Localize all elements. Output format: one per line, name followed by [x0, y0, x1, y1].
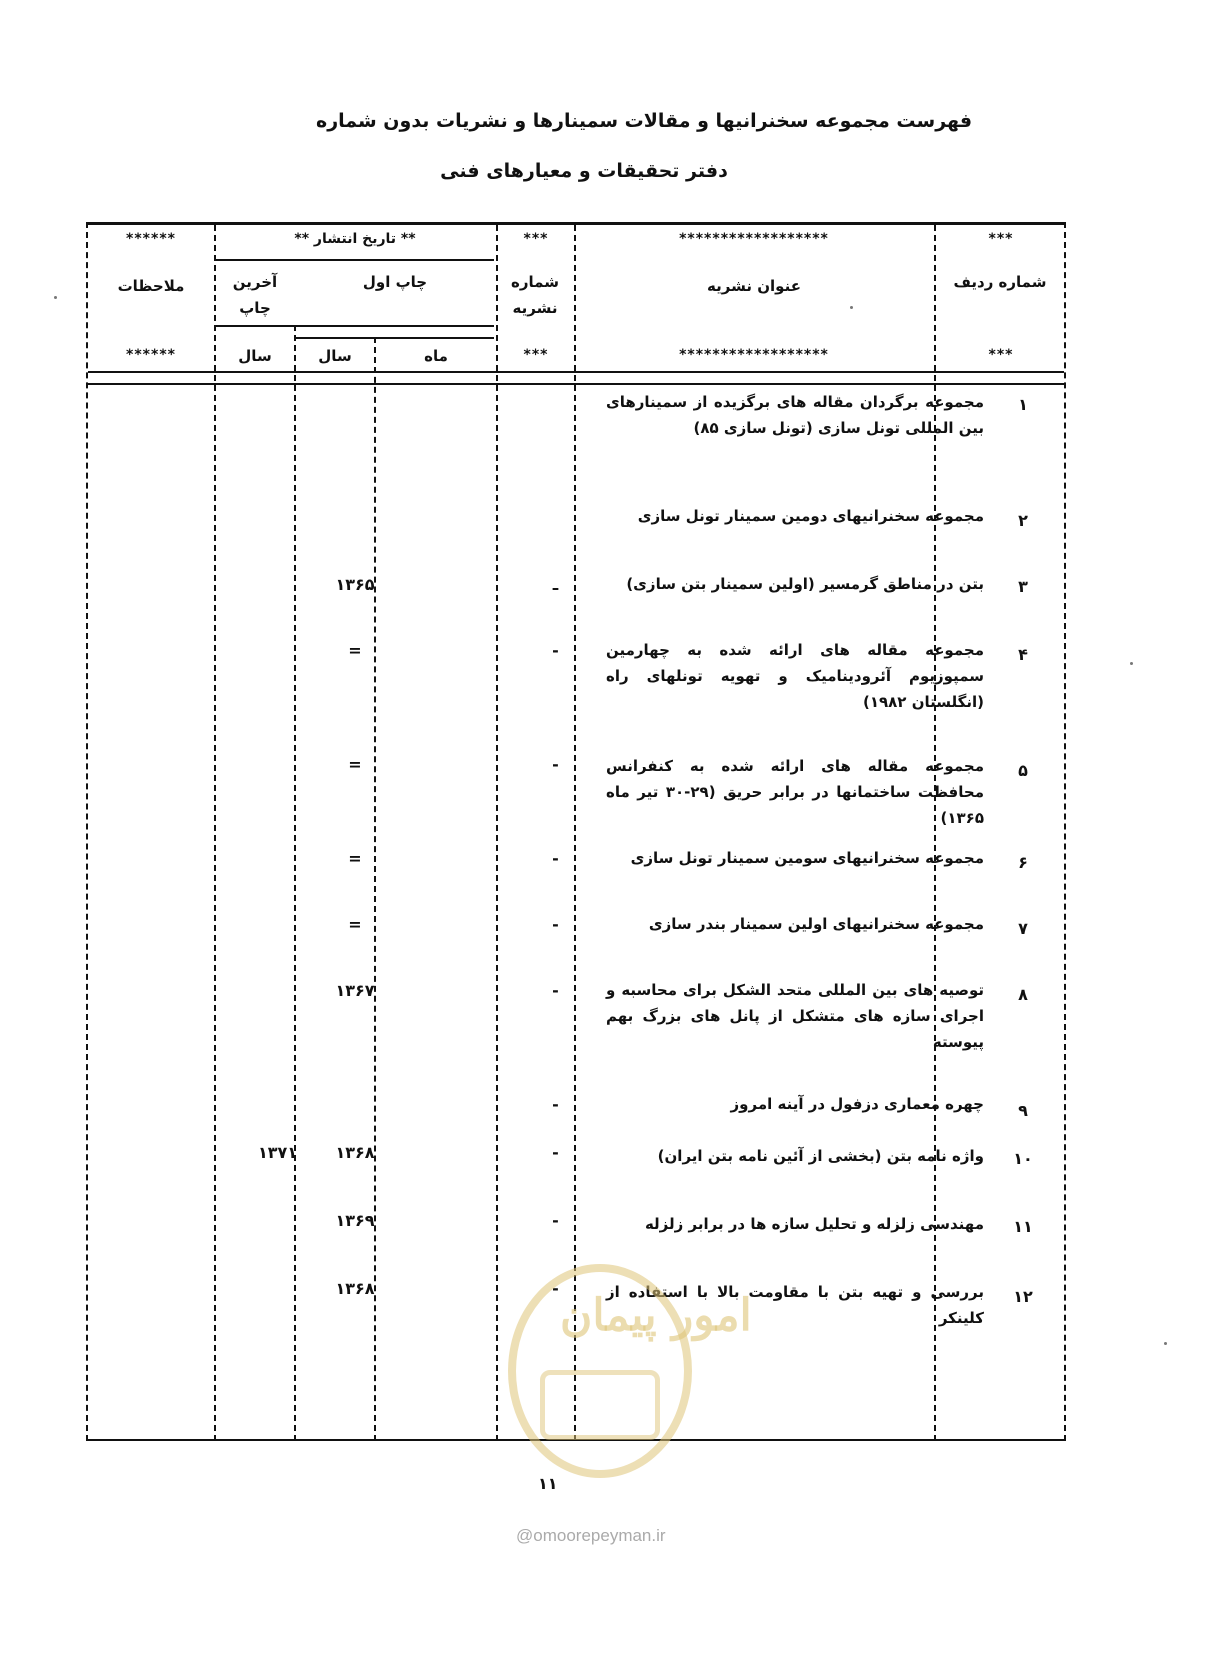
- title-stars-2: ******************: [679, 347, 829, 363]
- row-stars: ***: [988, 231, 1014, 247]
- row-year-first: ۱۳۶۸: [335, 1279, 375, 1298]
- row-year-first: =: [348, 641, 362, 660]
- page-number: ۱۱: [538, 1474, 558, 1493]
- row-title: مجموعه سخنرانیهای اولین سمینار بندر سازی: [648, 915, 984, 933]
- header-title: عنوان نشریه: [707, 277, 801, 295]
- speck: [850, 306, 853, 309]
- header-month: ماه: [424, 347, 448, 365]
- row-pub-no: -: [552, 1279, 559, 1298]
- seal-inner: [540, 1370, 660, 1440]
- col-divider: [574, 225, 576, 1441]
- row-title: مجموعه مقاله های ارائه شده به کنفرانس محافظت ساختمانها در برابر حریق (۲۹-۳۰ تیر ماه ۱۳۶۵): [606, 757, 984, 827]
- header-notes: ملاحظات: [117, 277, 185, 295]
- col-divider: [374, 337, 376, 1441]
- notes-stars: ******: [126, 231, 176, 247]
- header-row-no: شماره ردیف: [953, 273, 1047, 291]
- row-title: چهره معماری دزفول در آینه امروز: [730, 1095, 984, 1113]
- row-year-first: =: [348, 849, 362, 868]
- row-number: ۸: [1018, 985, 1028, 1004]
- notes-stars-2: ******: [126, 347, 176, 363]
- row-number: ۹: [1018, 1101, 1028, 1120]
- pub-no-stars: ***: [523, 231, 549, 247]
- row-pub-no: -: [552, 849, 559, 868]
- seal-text: امور پیمان: [560, 1290, 752, 1341]
- document-subtitle: دفتر تحقیقات و معیارهای فنی: [440, 160, 728, 182]
- header-last-print: آخرین چاپ: [232, 273, 278, 317]
- title-stars: ******************: [679, 231, 829, 247]
- row-pub-no: -: [552, 1095, 559, 1114]
- header-line: [88, 383, 1064, 385]
- row-pub-no: -: [552, 1143, 559, 1162]
- row-number: ۶: [1018, 853, 1028, 872]
- row-year-first: =: [348, 915, 362, 934]
- row-number: ۳: [1018, 577, 1028, 596]
- pub-date-heading: ** تاریخ انتشار **: [294, 231, 416, 247]
- header-line: [88, 371, 1064, 373]
- header-pub-no: شماره نشریه: [511, 273, 559, 317]
- document-title: فهرست مجموعه سخنرانیها و مقالات سمینارها و نشریات بدون شماره: [315, 110, 973, 132]
- row-stars-2: ***: [988, 347, 1014, 363]
- row-number: ۴: [1018, 645, 1028, 664]
- publications-table: [86, 222, 1066, 1441]
- col-divider: [214, 225, 216, 1441]
- row-pub-no: -: [552, 641, 559, 660]
- speck: [1164, 1342, 1167, 1345]
- header-line: [216, 325, 494, 327]
- pub-no-stars-2: ***: [523, 347, 549, 363]
- col-divider: [294, 325, 296, 1441]
- row-number: ۷: [1018, 919, 1028, 938]
- row-title: مجموعه برگردان مقاله های برگزیده از سمینارهای بین المللی تونل سازی (تونل سازی ۸۵): [606, 393, 984, 437]
- row-pub-no: ـ: [552, 575, 559, 594]
- row-title: بتن در مناطق گرمسیر (اولین سمینار بتن سازی): [626, 575, 984, 593]
- row-title: واژه نامه بتن (بخشی از آئین نامه بتن ایران): [657, 1147, 984, 1165]
- row-number: ۲: [1018, 511, 1028, 530]
- header-first-print: چاپ اول: [362, 273, 428, 291]
- row-title: بررسی و تهیه بتن با مقاومت بالا با استفاده از کلینکر: [606, 1283, 984, 1327]
- header-year-first: سال: [318, 347, 352, 365]
- row-title: مجموعه سخنرانیهای دومین سمینار تونل سازی: [637, 507, 984, 525]
- row-title: مجموعه مقاله های ارائه شده به چهارمین سمپوزیوم آئرودینامیک و تهویه تونلهای راه (انگلستان ۱۹۸۲): [606, 641, 984, 711]
- row-number: ۵: [1018, 761, 1028, 780]
- row-year-first: ۱۳۶۷: [335, 981, 375, 1000]
- header-year-last: سال: [238, 347, 272, 365]
- row-year-first: =: [348, 755, 362, 774]
- row-title: توصیه های بین المللی متحد الشکل برای محاسبه و اجرای سازه های متشکل از پانل های بزرگ بهم پیوسته: [606, 981, 984, 1051]
- row-number: ۱۱: [1013, 1217, 1033, 1236]
- row-number: ۱۲: [1013, 1287, 1033, 1306]
- header-line: [294, 337, 494, 339]
- row-pub-no: -: [552, 755, 559, 774]
- speck: [54, 296, 57, 299]
- row-number: ۱۰: [1013, 1149, 1033, 1168]
- row-pub-no: -: [552, 915, 559, 934]
- row-title: مهندسی زلزله و تحلیل سازه ها در برابر زلزله: [644, 1215, 984, 1233]
- row-year-first: ۱۳۶۵: [335, 575, 375, 594]
- row-year-first: ۱۳۶۸: [335, 1143, 375, 1162]
- row-title: مجموعه سخنرانیهای سومین سمینار تونل سازی: [630, 849, 984, 867]
- watermark-text: omoorepeyman.ir: [533, 1526, 666, 1545]
- header-line: [216, 259, 494, 261]
- col-divider: [496, 225, 498, 1441]
- row-pub-no: -: [552, 1211, 559, 1230]
- watermark: @omoorepeyman.ir: [516, 1526, 666, 1545]
- row-number: ۱: [1018, 395, 1028, 414]
- row-year-first: ۱۳۶۹: [335, 1211, 375, 1230]
- speck: [1130, 662, 1133, 665]
- row-year-last: ۱۳۷۱: [257, 1143, 298, 1162]
- row-pub-no: -: [552, 981, 559, 1000]
